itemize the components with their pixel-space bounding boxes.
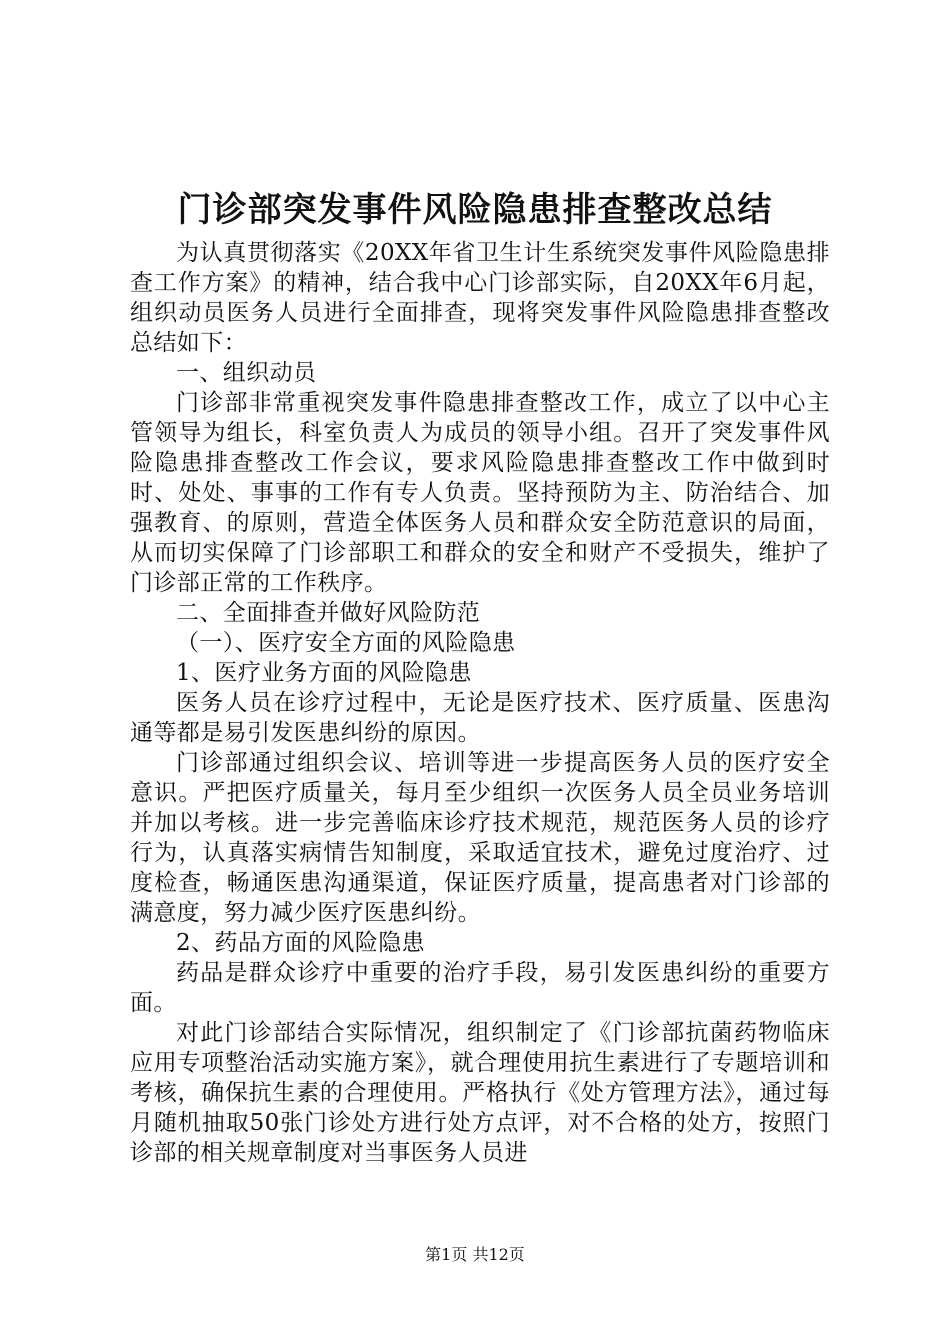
- paragraph-medical-measures: 门诊部通过组织会议、培训等进一步提高医务人员的医疗安全意识。严把医疗质量关，每月至少组织一次医务人员全员业务培训并加以考核。进一步完善临床诊疗技术规范，规范医务人员的诊疗行为，认真落实病情告知制度，采取适宜技术，避免过度治疗、过度检查，畅通医患沟通渠道，保证医疗质量，提高患者对门诊部的满意度，努力减少医疗医患纠纷。: [130, 750, 830, 926]
- heading-item-1: 1、医疗业务方面的风险隐患: [176, 660, 472, 686]
- document-body: [130, 238, 830, 1168]
- paragraph-drug-measures: 对此门诊部结合实际情况，组织制定了《门诊部抗菌药物临床应用专项整治活动实施方案》，就合理使用抗生素进行了专题培训和考核，确保抗生素的合理使用。严格执行《处方管理方法》，通过每月随机抽取50张门诊处方进行处方点评，对不合格的处方，按照门诊部的相关规章制度对当事医务人员进: [130, 1020, 830, 1166]
- paragraph-organization: 门诊部非常重视突发事件隐患排查整改工作，成立了以中心主管领导为组长，科室负责人为成员的领导小组。召开了突发事件风险隐患排查整改工作会议，要求风险隐患排查整改工作中做到时时、处处、事事的工作有专人负责。坚持预防为主、防治结合、加强教育、的原则，营造全体医务人员和群众安全防范意识的局面，从而切实保障了门诊部职工和群众的安全和财产不受损失，维护了门诊部正常的工作秩序。: [130, 390, 830, 596]
- paragraph-drug-risk: 药品是群众诊疗中重要的治疗手段，易引发医患纠纷的重要方面。: [130, 960, 830, 1016]
- heading-subsection-1: （一）、医疗安全方面的风险隐患: [176, 630, 516, 656]
- paragraph-intro: 为认真贯彻落实《20XX年省卫生计生系统突发事件风险隐患排查工作方案》的精神，结合我中心门诊部实际，自20XX年6月起，组织动员医务人员进行全面排查，现将突发事件风险隐患排查整改总结如下：: [130, 240, 830, 356]
- heading-section-1: 一、组织动员: [176, 360, 317, 386]
- heading-section-2: 二、全面排查并做好风险防范: [176, 600, 481, 626]
- page-number-footer: 第1页 共12页: [425, 1245, 525, 1264]
- paragraph-medical-risk: 医务人员在诊疗过程中，无论是医疗技术、医疗质量、医患沟通等都是易引发医患纠纷的原因。: [130, 690, 830, 746]
- heading-item-2: 2、药品方面的风险隐患: [176, 930, 426, 956]
- document-title: 门诊部突发事件风险隐患排查整改总结: [177, 190, 773, 230]
